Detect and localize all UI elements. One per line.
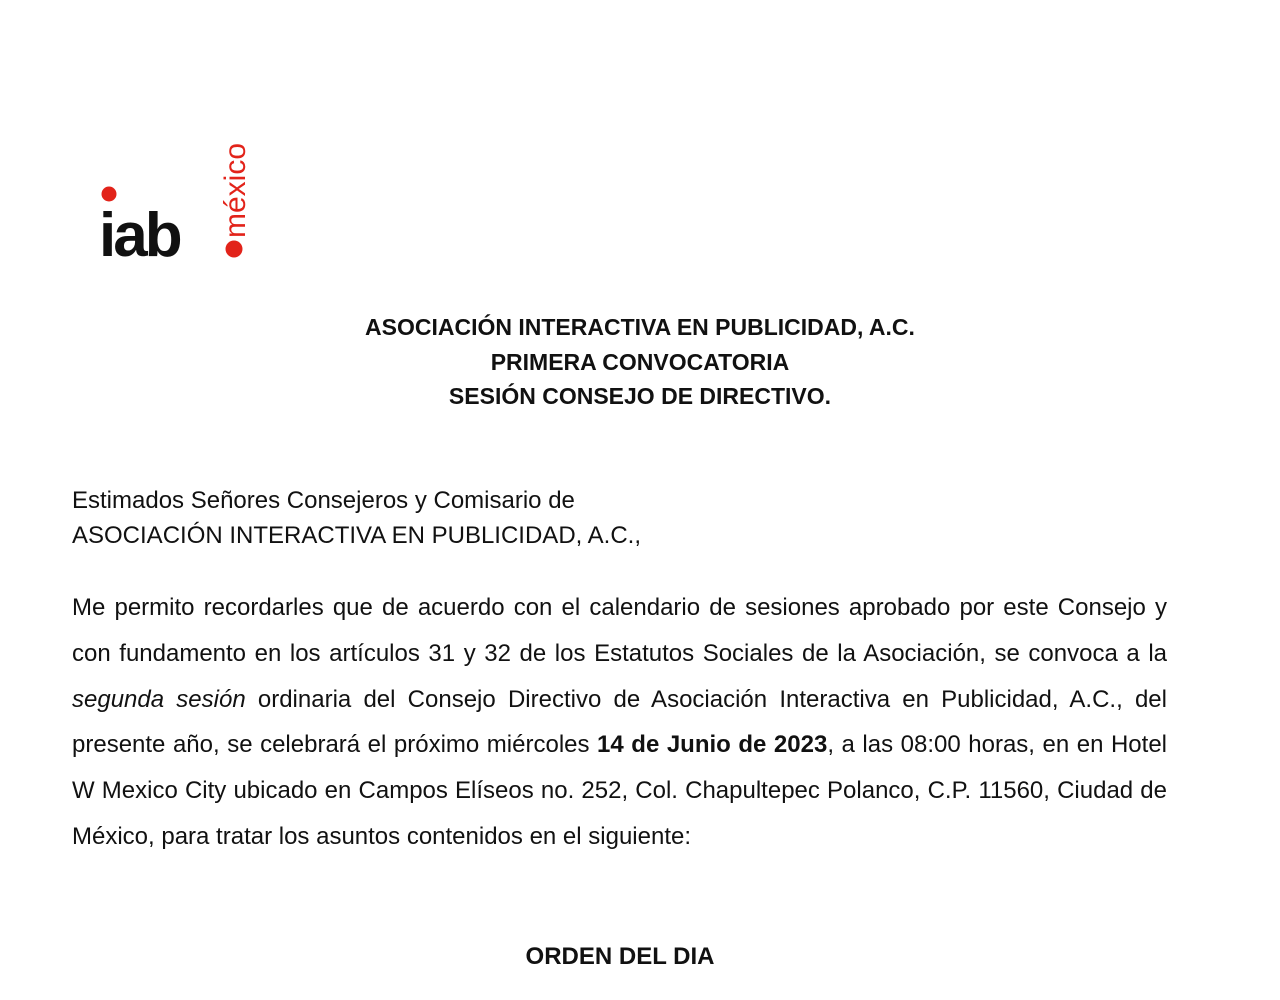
logo-word: iab: [99, 201, 180, 266]
title-convocation: PRIMERA CONVOCATORIA: [490, 348, 790, 375]
body-italic-session: segunda sesión: [72, 685, 246, 713]
logo-period-dot: [226, 241, 243, 258]
body-text-2: ordinaria del Consejo Directivo de Asociación Interactiva en Publicidad, A.C., del presente año, se celebrará el próximo miércoles: [72, 685, 1167, 759]
greeting: [72, 483, 641, 553]
title-organization: ASOCIACIÓN INTERACTIVA EN PUBLICIDAD, A.C.: [365, 314, 915, 340]
body-bold-date: 14 de Junio de 2023: [597, 731, 828, 759]
title-session: SESIÓN CONSEJO DE DIRECTIVO.: [448, 383, 832, 409]
logo-i-dot: [102, 187, 117, 202]
greeting-line-1: Estimados Señores Consejeros y Comisario de: [72, 487, 575, 514]
iab-logo-graphic: [97, 126, 257, 266]
body-text-3: , a las 08:00 horas, en en Hotel W Mexico City ubicado en Campos Elíseos no. 252, Col. Chapultepec Polanco, C.P. 11560, Ciudad de México, para tratar los asuntos contenidos en el siguiente:: [72, 731, 1167, 850]
body-text-1: Me permito recordarles que de acuerdo con el calendario de sesiones aprobado por este Consejo y con fundamento en los artículos 31 y 32 de los Estatutos Sociales de la Asociación, se convoca a la: [72, 594, 1167, 667]
logo-country: méxico: [219, 142, 252, 238]
iab-mexico-logo: [97, 126, 257, 266]
body-paragraph: [72, 585, 1167, 860]
agenda-heading: ORDEN DEL DIA: [525, 943, 715, 970]
greeting-line-2: ASOCIACIÓN INTERACTIVA EN PUBLICIDAD, A.C.,: [72, 522, 642, 549]
document-title: [0, 310, 1280, 414]
